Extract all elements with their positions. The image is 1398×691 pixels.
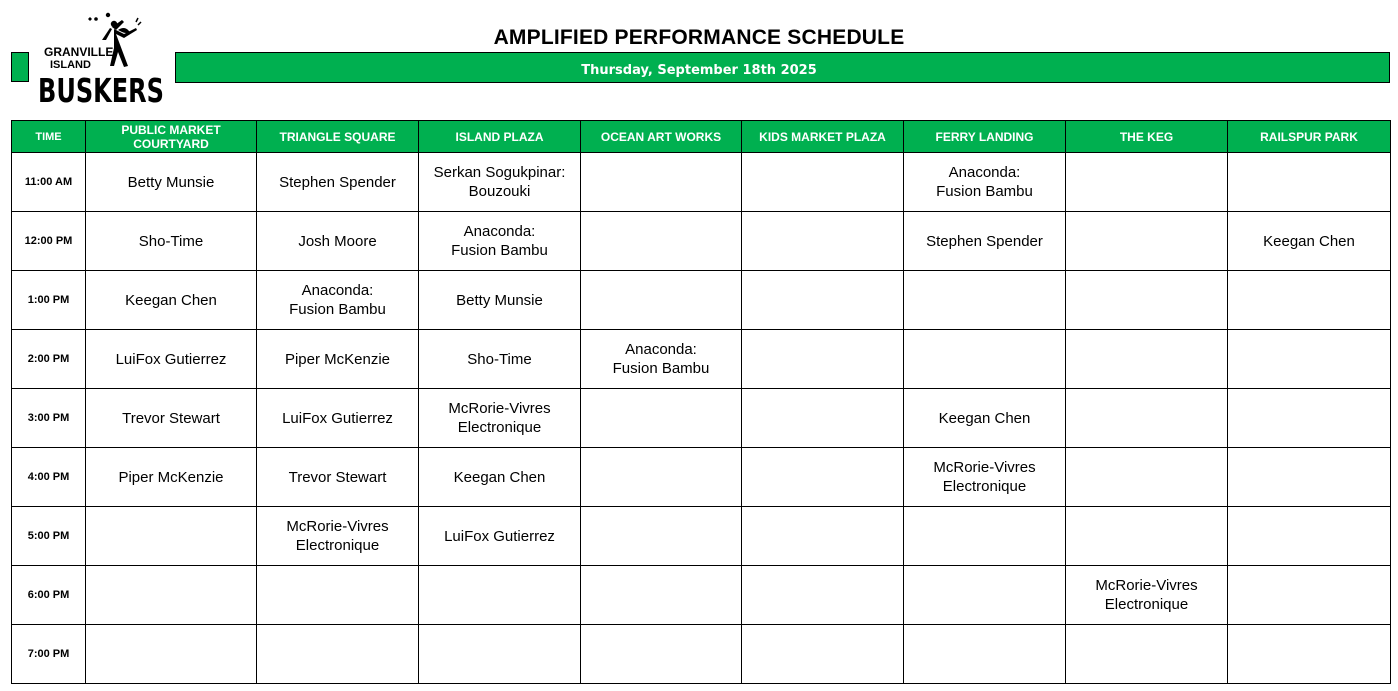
performer-name: Stephen Spender — [279, 173, 396, 191]
performer-name: McRorie-Vivres Electronique — [286, 518, 389, 554]
performer-name: LuiFox Gutierrez — [115, 350, 227, 368]
schedule-cell-kids-market-plaza — [742, 271, 904, 330]
schedule-cell-island-plaza — [419, 625, 581, 684]
schedule-cell-the-keg — [1066, 212, 1228, 271]
schedule-cell-railspur-park — [1228, 212, 1391, 271]
table-row — [12, 212, 1391, 271]
time-slot: 2:00 PM — [12, 330, 86, 389]
performer-name: LuiFox Gutierrez — [282, 409, 393, 427]
table-row — [12, 507, 1391, 566]
schedule-cell-ocean-art-works — [581, 625, 742, 684]
performer-name: Serkan Sogukpinar: Bouzouki — [433, 164, 566, 200]
schedule-cell-public-market-courtyard — [86, 507, 257, 566]
column-header-ferry-landing: FERRY LANDING — [904, 121, 1066, 153]
column-header-time: TIME — [12, 121, 86, 153]
column-header-island-plaza: ISLAND PLAZA — [419, 121, 581, 153]
schedule-cell-ocean-art-works — [581, 389, 742, 448]
performer-name: Piper McKenzie — [284, 350, 391, 368]
schedule-cell-ferry-landing — [904, 212, 1066, 271]
schedule-cell-ferry-landing — [904, 330, 1066, 389]
schedule-cell-public-market-courtyard — [86, 271, 257, 330]
schedule-table — [11, 120, 1391, 684]
performer-name: Anaconda: Fusion Bambu — [289, 282, 386, 318]
time-slot: 6:00 PM — [12, 566, 86, 625]
schedule-cell-public-market-courtyard — [86, 625, 257, 684]
schedule-cell-island-plaza — [419, 271, 581, 330]
performer-name: Betty Munsie — [127, 173, 215, 191]
schedule-cell-ferry-landing — [904, 153, 1066, 212]
schedule-cell-public-market-courtyard — [86, 330, 257, 389]
schedule-cell-ocean-art-works — [581, 212, 742, 271]
table-row — [12, 448, 1391, 507]
performer-name: Josh Moore — [298, 232, 377, 250]
schedule-cell-triangle-square — [257, 389, 419, 448]
schedule-cell-island-plaza — [419, 330, 581, 389]
schedule-cell-island-plaza — [419, 448, 581, 507]
schedule-cell-ferry-landing — [904, 625, 1066, 684]
schedule-cell-island-plaza — [419, 389, 581, 448]
performer-name: Trevor Stewart — [122, 409, 220, 427]
time-slot: 4:00 PM — [12, 448, 86, 507]
schedule-cell-island-plaza — [419, 212, 581, 271]
performer-name: McRorie-Vivres Electronique — [933, 459, 1036, 495]
schedule-cell-ferry-landing — [904, 389, 1066, 448]
performer-name: Keegan Chen — [453, 468, 546, 486]
schedule-cell-the-keg — [1066, 153, 1228, 212]
schedule-cell-island-plaza — [419, 153, 581, 212]
column-header-public-market-courtyard: PUBLIC MARKET COURTYARD — [86, 121, 257, 153]
performer-name: Trevor Stewart — [288, 468, 387, 486]
schedule-date: Thursday, September 18th 2025 — [581, 63, 817, 78]
column-header-kids-market-plaza: KIDS MARKET PLAZA — [742, 121, 904, 153]
schedule-cell-railspur-park — [1228, 625, 1391, 684]
schedule-cell-triangle-square — [257, 507, 419, 566]
column-header-railspur-park: RAILSPUR PARK — [1228, 121, 1391, 153]
schedule-cell-kids-market-plaza — [742, 330, 904, 389]
schedule-cell-triangle-square — [257, 212, 419, 271]
schedule-cell-public-market-courtyard — [86, 212, 257, 271]
schedule-cell-kids-market-plaza — [742, 153, 904, 212]
performer-name: Anaconda: Fusion Bambu — [612, 341, 710, 377]
schedule-cell-public-market-courtyard — [86, 566, 257, 625]
performer-name: Keegan Chen — [938, 409, 1031, 427]
performer-name: Anaconda: Fusion Bambu — [936, 164, 1033, 200]
schedule-cell-public-market-courtyard — [86, 448, 257, 507]
schedule-cell-public-market-courtyard — [86, 389, 257, 448]
schedule-cell-triangle-square — [257, 330, 419, 389]
schedule-cell-ocean-art-works — [581, 153, 742, 212]
schedule-cell-triangle-square — [257, 566, 419, 625]
performer-name: McRorie-Vivres Electronique — [448, 400, 551, 436]
table-row — [12, 153, 1391, 212]
schedule-cell-the-keg — [1066, 389, 1228, 448]
column-header-the-keg: THE KEG — [1066, 121, 1228, 153]
time-slot: 11:00 AM — [12, 153, 86, 212]
schedule-cell-kids-market-plaza — [742, 625, 904, 684]
schedule-cell-railspur-park — [1228, 153, 1391, 212]
schedule-cell-railspur-park — [1228, 448, 1391, 507]
schedule-cell-railspur-park — [1228, 566, 1391, 625]
schedule-cell-ferry-landing — [904, 507, 1066, 566]
schedule-cell-ferry-landing — [904, 271, 1066, 330]
schedule-cell-the-keg — [1066, 507, 1228, 566]
time-slot: 3:00 PM — [12, 389, 86, 448]
svg-text:GRANVILLE: GRANVILLE — [44, 45, 114, 59]
column-header-ocean-art-works: OCEAN ART WORKS — [581, 121, 742, 153]
performer-name: Anaconda: Fusion Bambu — [451, 223, 548, 259]
schedule-cell-island-plaza — [419, 507, 581, 566]
schedule-cell-triangle-square — [257, 271, 419, 330]
busker-figure-icon — [36, 10, 168, 110]
schedule-cell-triangle-square — [257, 153, 419, 212]
schedule-cell-railspur-park — [1228, 330, 1391, 389]
schedule-cell-ferry-landing — [904, 448, 1066, 507]
time-slot: 7:00 PM — [12, 625, 86, 684]
table-row — [12, 625, 1391, 684]
schedule-cell-kids-market-plaza — [742, 448, 904, 507]
schedule-cell-ferry-landing — [904, 566, 1066, 625]
table-row — [12, 389, 1391, 448]
performer-name: McRorie-Vivres Electronique — [1095, 577, 1198, 613]
performer-name: Sho-Time — [138, 232, 204, 250]
performer-name: Keegan Chen — [125, 291, 217, 309]
schedule-cell-triangle-square — [257, 448, 419, 507]
performer-name: Betty Munsie — [456, 291, 543, 309]
schedule-cell-railspur-park — [1228, 507, 1391, 566]
schedule-cell-kids-market-plaza — [742, 212, 904, 271]
schedule-cell-kids-market-plaza — [742, 389, 904, 448]
svg-text:BUSKERS: BUSKERS — [38, 71, 164, 110]
schedule-cell-island-plaza — [419, 566, 581, 625]
schedule-cell-ocean-art-works — [581, 330, 742, 389]
buskers-logo — [36, 10, 168, 110]
header-row — [12, 121, 1391, 153]
schedule-cell-public-market-courtyard — [86, 153, 257, 212]
schedule-cell-kids-market-plaza — [742, 566, 904, 625]
table-row — [12, 566, 1391, 625]
schedule-cell-ocean-art-works — [581, 507, 742, 566]
schedule-cell-the-keg — [1066, 448, 1228, 507]
page-title: AMPLIFIED PERFORMANCE SCHEDULE — [493, 26, 905, 49]
performer-name: LuiFox Gutierrez — [444, 527, 555, 545]
time-slot: 1:00 PM — [12, 271, 86, 330]
schedule-cell-ocean-art-works — [581, 448, 742, 507]
schedule-cell-the-keg — [1066, 271, 1228, 330]
schedule-cell-the-keg — [1066, 330, 1228, 389]
performer-name: Keegan Chen — [1263, 232, 1355, 250]
column-header-triangle-square: TRIANGLE SQUARE — [257, 121, 419, 153]
time-slot: 5:00 PM — [12, 507, 86, 566]
schedule-cell-ocean-art-works — [581, 271, 742, 330]
performer-name: Stephen Spender — [926, 232, 1043, 250]
schedule-cell-kids-market-plaza — [742, 507, 904, 566]
svg-text:ISLAND: ISLAND — [50, 59, 91, 71]
schedule-cell-triangle-square — [257, 625, 419, 684]
schedule-cell-the-keg — [1066, 625, 1228, 684]
table-row — [12, 330, 1391, 389]
schedule-cell-railspur-park — [1228, 389, 1391, 448]
schedule-cell-ocean-art-works — [581, 566, 742, 625]
time-slot: 12:00 PM — [12, 212, 86, 271]
schedule-cell-the-keg — [1066, 566, 1228, 625]
schedule-cell-railspur-park — [1228, 271, 1391, 330]
performer-name: Piper McKenzie — [118, 468, 224, 486]
table-row — [12, 271, 1391, 330]
performer-name: Sho-Time — [467, 350, 532, 368]
